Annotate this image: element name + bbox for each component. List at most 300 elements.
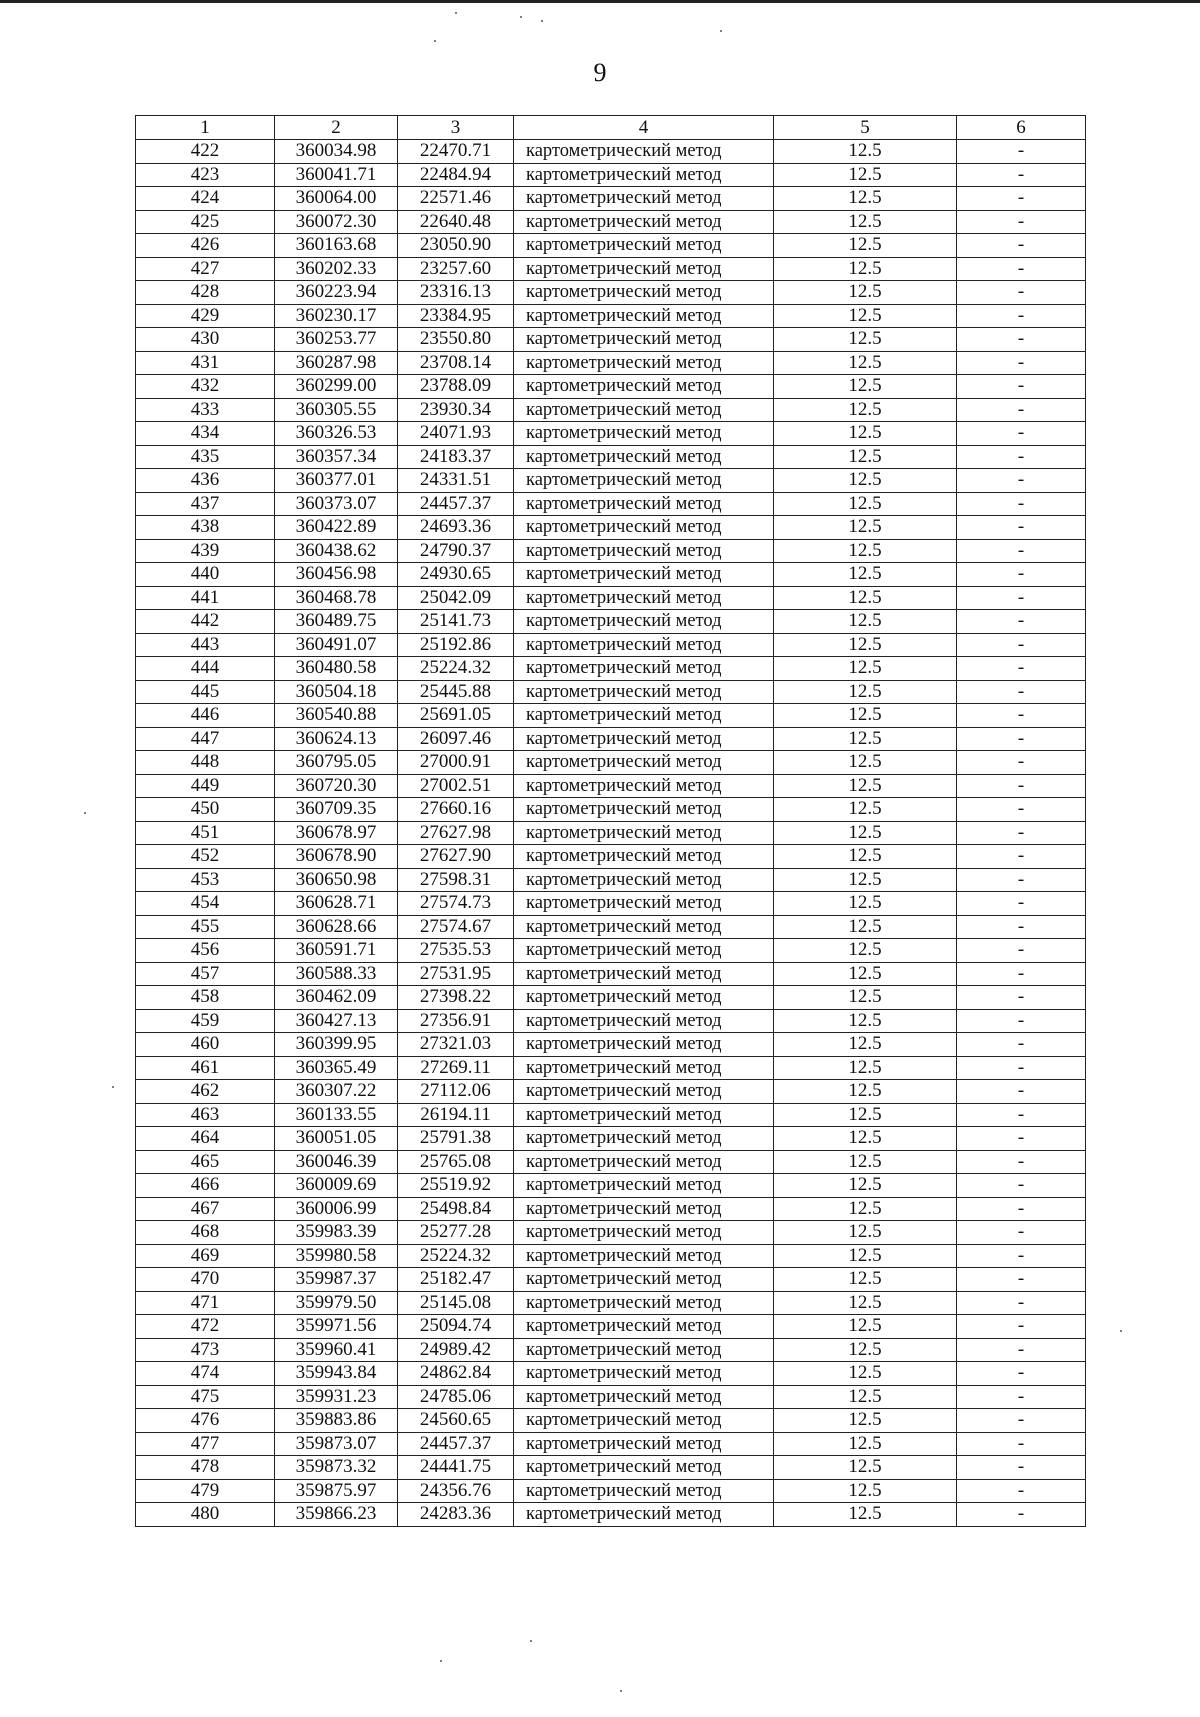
cell-method: картометрический метод	[514, 868, 774, 892]
cell-point-number: 426	[136, 234, 275, 258]
table-row	[136, 1432, 1086, 1456]
cell-method: картометрический метод	[514, 1127, 774, 1151]
cell-y-coordinate: 24785.06	[398, 1385, 514, 1409]
cell-x-coordinate: 360709.35	[275, 798, 398, 822]
cell-precision: 12.5	[774, 304, 957, 328]
cell-precision: 12.5	[774, 516, 957, 540]
cell-y-coordinate: 25765.08	[398, 1150, 514, 1174]
cell-x-coordinate: 359980.58	[275, 1244, 398, 1268]
cell-note: -	[957, 163, 1086, 187]
table-row	[136, 234, 1086, 258]
cell-note: -	[957, 1244, 1086, 1268]
cell-point-number: 480	[136, 1503, 275, 1527]
cell-note: -	[957, 915, 1086, 939]
table-row	[136, 1315, 1086, 1339]
cell-x-coordinate: 359983.39	[275, 1221, 398, 1245]
cell-x-coordinate: 360588.33	[275, 962, 398, 986]
table-row	[136, 469, 1086, 493]
cell-method: картометрический метод	[514, 257, 774, 281]
cell-precision: 12.5	[774, 163, 957, 187]
cell-x-coordinate: 360133.55	[275, 1103, 398, 1127]
cell-x-coordinate: 359987.37	[275, 1268, 398, 1292]
cell-precision: 12.5	[774, 539, 957, 563]
cell-precision: 12.5	[774, 234, 957, 258]
table-row	[136, 375, 1086, 399]
cell-precision: 12.5	[774, 633, 957, 657]
cell-method: картометрический метод	[514, 1150, 774, 1174]
cell-method: картометрический метод	[514, 1009, 774, 1033]
cell-point-number: 450	[136, 798, 275, 822]
cell-point-number: 443	[136, 633, 275, 657]
cell-precision: 12.5	[774, 704, 957, 728]
cell-precision: 12.5	[774, 445, 957, 469]
cell-note: -	[957, 398, 1086, 422]
cell-precision: 12.5	[774, 1456, 957, 1480]
table-row	[136, 1221, 1086, 1245]
cell-precision: 12.5	[774, 422, 957, 446]
cell-note: -	[957, 492, 1086, 516]
cell-x-coordinate: 360399.95	[275, 1033, 398, 1057]
cell-precision: 12.5	[774, 140, 957, 164]
cell-note: -	[957, 821, 1086, 845]
cell-point-number: 473	[136, 1338, 275, 1362]
cell-point-number: 467	[136, 1197, 275, 1221]
cell-method: картометрический метод	[514, 375, 774, 399]
table-row	[136, 915, 1086, 939]
cell-method: картометрический метод	[514, 539, 774, 563]
table-row	[136, 563, 1086, 587]
cell-note: -	[957, 445, 1086, 469]
cell-precision: 12.5	[774, 257, 957, 281]
cell-note: -	[957, 986, 1086, 1010]
cell-y-coordinate: 27627.98	[398, 821, 514, 845]
cell-y-coordinate: 25141.73	[398, 610, 514, 634]
cell-y-coordinate: 23316.13	[398, 281, 514, 305]
cell-method: картометрический метод	[514, 915, 774, 939]
cell-y-coordinate: 27660.16	[398, 798, 514, 822]
cell-method: картометрический метод	[514, 986, 774, 1010]
cell-point-number: 447	[136, 727, 275, 751]
cell-note: -	[957, 657, 1086, 681]
cell-point-number: 465	[136, 1150, 275, 1174]
table-row	[136, 962, 1086, 986]
cell-note: -	[957, 939, 1086, 963]
cell-y-coordinate: 24457.37	[398, 492, 514, 516]
cell-note: -	[957, 1150, 1086, 1174]
cell-y-coordinate: 27002.51	[398, 774, 514, 798]
cell-method: картометрический метод	[514, 140, 774, 164]
cell-point-number: 440	[136, 563, 275, 587]
cell-precision: 12.5	[774, 1080, 957, 1104]
cell-precision: 12.5	[774, 1103, 957, 1127]
cell-x-coordinate: 360540.88	[275, 704, 398, 728]
table-row	[136, 868, 1086, 892]
cell-point-number: 449	[136, 774, 275, 798]
cell-method: картометрический метод	[514, 1338, 774, 1362]
cell-x-coordinate: 359960.41	[275, 1338, 398, 1362]
table-row	[136, 281, 1086, 305]
cell-y-coordinate: 25224.32	[398, 657, 514, 681]
cell-method: картометрический метод	[514, 610, 774, 634]
cell-method: картометрический метод	[514, 1291, 774, 1315]
cell-y-coordinate: 27112.06	[398, 1080, 514, 1104]
cell-note: -	[957, 704, 1086, 728]
cell-y-coordinate: 25182.47	[398, 1268, 514, 1292]
cell-precision: 12.5	[774, 1385, 957, 1409]
table-row	[136, 1503, 1086, 1527]
cell-y-coordinate: 24331.51	[398, 469, 514, 493]
cell-y-coordinate: 25145.08	[398, 1291, 514, 1315]
cell-x-coordinate: 360046.39	[275, 1150, 398, 1174]
cell-method: картометрический метод	[514, 1409, 774, 1433]
cell-method: картометрический метод	[514, 1056, 774, 1080]
page-top-border	[0, 0, 1200, 3]
cell-point-number: 456	[136, 939, 275, 963]
cell-method: картометрический метод	[514, 1244, 774, 1268]
table-row	[136, 140, 1086, 164]
cell-note: -	[957, 1221, 1086, 1245]
cell-y-coordinate: 27356.91	[398, 1009, 514, 1033]
cell-y-coordinate: 24283.36	[398, 1503, 514, 1527]
cell-point-number: 457	[136, 962, 275, 986]
cell-point-number: 477	[136, 1432, 275, 1456]
cell-y-coordinate: 23930.34	[398, 398, 514, 422]
cell-x-coordinate: 360438.62	[275, 539, 398, 563]
cell-x-coordinate: 359866.23	[275, 1503, 398, 1527]
cell-y-coordinate: 25791.38	[398, 1127, 514, 1151]
cell-method: картометрический метод	[514, 1197, 774, 1221]
table-row	[136, 422, 1086, 446]
cell-precision: 12.5	[774, 1174, 957, 1198]
cell-note: -	[957, 892, 1086, 916]
cell-point-number: 444	[136, 657, 275, 681]
cell-y-coordinate: 27574.67	[398, 915, 514, 939]
cell-precision: 12.5	[774, 751, 957, 775]
cell-note: -	[957, 563, 1086, 587]
table-row	[136, 610, 1086, 634]
header-col-6: 6	[957, 116, 1086, 140]
cell-note: -	[957, 1291, 1086, 1315]
cell-method: картометрический метод	[514, 1479, 774, 1503]
cell-note: -	[957, 351, 1086, 375]
cell-precision: 12.5	[774, 1221, 957, 1245]
cell-point-number: 422	[136, 140, 275, 164]
cell-point-number: 423	[136, 163, 275, 187]
cell-method: картометрический метод	[514, 1080, 774, 1104]
cell-point-number: 459	[136, 1009, 275, 1033]
cell-method: картометрический метод	[514, 704, 774, 728]
cell-y-coordinate: 22571.46	[398, 187, 514, 211]
cell-precision: 12.5	[774, 492, 957, 516]
cell-method: картометрический метод	[514, 1362, 774, 1386]
cell-y-coordinate: 25192.86	[398, 633, 514, 657]
cell-y-coordinate: 25094.74	[398, 1315, 514, 1339]
cell-note: -	[957, 469, 1086, 493]
cell-y-coordinate: 25445.88	[398, 680, 514, 704]
cell-precision: 12.5	[774, 892, 957, 916]
cell-precision: 12.5	[774, 798, 957, 822]
cell-precision: 12.5	[774, 375, 957, 399]
cell-method: картометрический метод	[514, 1385, 774, 1409]
cell-method: картометрический метод	[514, 210, 774, 234]
table-row	[136, 1080, 1086, 1104]
cell-method: картометрический метод	[514, 939, 774, 963]
cell-x-coordinate: 359971.56	[275, 1315, 398, 1339]
cell-x-coordinate: 360287.98	[275, 351, 398, 375]
cell-method: картометрический метод	[514, 1033, 774, 1057]
cell-y-coordinate: 23050.90	[398, 234, 514, 258]
cell-precision: 12.5	[774, 1056, 957, 1080]
cell-x-coordinate: 359943.84	[275, 1362, 398, 1386]
table-row	[136, 351, 1086, 375]
table-row	[136, 1456, 1086, 1480]
cell-y-coordinate: 25498.84	[398, 1197, 514, 1221]
cell-point-number: 455	[136, 915, 275, 939]
cell-precision: 12.5	[774, 1197, 957, 1221]
header-col-3: 3	[398, 116, 514, 140]
cell-method: картометрический метод	[514, 163, 774, 187]
table-row	[136, 1009, 1086, 1033]
cell-method: картометрический метод	[514, 1456, 774, 1480]
table-row	[136, 1056, 1086, 1080]
cell-x-coordinate: 360427.13	[275, 1009, 398, 1033]
cell-point-number: 472	[136, 1315, 275, 1339]
cell-method: картометрический метод	[514, 821, 774, 845]
cell-method: картометрический метод	[514, 845, 774, 869]
table-row	[136, 304, 1086, 328]
table-row	[136, 774, 1086, 798]
cell-method: картометрический метод	[514, 328, 774, 352]
cell-x-coordinate: 360650.98	[275, 868, 398, 892]
cell-y-coordinate: 24862.84	[398, 1362, 514, 1386]
cell-note: -	[957, 516, 1086, 540]
cell-y-coordinate: 24183.37	[398, 445, 514, 469]
table-row	[136, 939, 1086, 963]
cell-note: -	[957, 727, 1086, 751]
cell-point-number: 464	[136, 1127, 275, 1151]
cell-note: -	[957, 586, 1086, 610]
cell-method: картометрический метод	[514, 962, 774, 986]
table-row	[136, 187, 1086, 211]
cell-method: картометрический метод	[514, 304, 774, 328]
cell-y-coordinate: 25691.05	[398, 704, 514, 728]
cell-x-coordinate: 360456.98	[275, 563, 398, 587]
cell-x-coordinate: 360357.34	[275, 445, 398, 469]
cell-precision: 12.5	[774, 1009, 957, 1033]
cell-x-coordinate: 359979.50	[275, 1291, 398, 1315]
cell-precision: 12.5	[774, 1315, 957, 1339]
cell-method: картометрический метод	[514, 657, 774, 681]
cell-method: картометрический метод	[514, 1174, 774, 1198]
cell-point-number: 430	[136, 328, 275, 352]
cell-note: -	[957, 868, 1086, 892]
cell-point-number: 445	[136, 680, 275, 704]
cell-precision: 12.5	[774, 680, 957, 704]
cell-note: -	[957, 210, 1086, 234]
cell-x-coordinate: 359873.32	[275, 1456, 398, 1480]
cell-method: картометрический метод	[514, 187, 774, 211]
table-row	[136, 704, 1086, 728]
cell-method: картометрический метод	[514, 1432, 774, 1456]
cell-y-coordinate: 24071.93	[398, 422, 514, 446]
cell-x-coordinate: 360489.75	[275, 610, 398, 634]
cell-x-coordinate: 360223.94	[275, 281, 398, 305]
cell-point-number: 460	[136, 1033, 275, 1057]
cell-note: -	[957, 610, 1086, 634]
cell-x-coordinate: 360468.78	[275, 586, 398, 610]
cell-method: картометрический метод	[514, 1503, 774, 1527]
cell-x-coordinate: 360624.13	[275, 727, 398, 751]
cell-note: -	[957, 1197, 1086, 1221]
cell-precision: 12.5	[774, 1409, 957, 1433]
cell-y-coordinate: 23550.80	[398, 328, 514, 352]
cell-x-coordinate: 359931.23	[275, 1385, 398, 1409]
table-row	[136, 328, 1086, 352]
cell-method: картометрический метод	[514, 774, 774, 798]
cell-y-coordinate: 27000.91	[398, 751, 514, 775]
cell-x-coordinate: 360628.71	[275, 892, 398, 916]
cell-x-coordinate: 360163.68	[275, 234, 398, 258]
cell-note: -	[957, 1409, 1086, 1433]
cell-precision: 12.5	[774, 1338, 957, 1362]
cell-point-number: 439	[136, 539, 275, 563]
cell-precision: 12.5	[774, 610, 957, 634]
cell-precision: 12.5	[774, 1268, 957, 1292]
cell-precision: 12.5	[774, 586, 957, 610]
cell-method: картометрический метод	[514, 727, 774, 751]
cell-method: картометрический метод	[514, 633, 774, 657]
cell-point-number: 451	[136, 821, 275, 845]
cell-note: -	[957, 1503, 1086, 1527]
cell-point-number: 425	[136, 210, 275, 234]
cell-point-number: 468	[136, 1221, 275, 1245]
cell-x-coordinate: 360253.77	[275, 328, 398, 352]
cell-x-coordinate: 360678.97	[275, 821, 398, 845]
cell-precision: 12.5	[774, 469, 957, 493]
cell-x-coordinate: 360365.49	[275, 1056, 398, 1080]
header-col-4: 4	[514, 116, 774, 140]
table-row	[136, 445, 1086, 469]
cell-note: -	[957, 234, 1086, 258]
cell-precision: 12.5	[774, 727, 957, 751]
cell-x-coordinate: 360041.71	[275, 163, 398, 187]
cell-x-coordinate: 360377.01	[275, 469, 398, 493]
cell-precision: 12.5	[774, 563, 957, 587]
header-col-1: 1	[136, 116, 275, 140]
cell-precision: 12.5	[774, 986, 957, 1010]
cell-note: -	[957, 1432, 1086, 1456]
cell-point-number: 474	[136, 1362, 275, 1386]
table-row	[136, 1291, 1086, 1315]
table-row	[136, 1479, 1086, 1503]
cell-note: -	[957, 1479, 1086, 1503]
cell-point-number: 434	[136, 422, 275, 446]
table-row	[136, 1127, 1086, 1151]
table-row	[136, 1174, 1086, 1198]
cell-precision: 12.5	[774, 868, 957, 892]
cell-x-coordinate: 360504.18	[275, 680, 398, 704]
cell-y-coordinate: 23708.14	[398, 351, 514, 375]
cell-note: -	[957, 539, 1086, 563]
cell-x-coordinate: 360202.33	[275, 257, 398, 281]
cell-note: -	[957, 187, 1086, 211]
cell-method: картометрический метод	[514, 798, 774, 822]
table-row	[136, 539, 1086, 563]
cell-x-coordinate: 359875.97	[275, 1479, 398, 1503]
coordinates-table	[135, 115, 1086, 1527]
cell-x-coordinate: 360326.53	[275, 422, 398, 446]
cell-precision: 12.5	[774, 351, 957, 375]
cell-x-coordinate: 360307.22	[275, 1080, 398, 1104]
cell-y-coordinate: 24457.37	[398, 1432, 514, 1456]
cell-y-coordinate: 23384.95	[398, 304, 514, 328]
cell-y-coordinate: 27535.53	[398, 939, 514, 963]
cell-note: -	[957, 633, 1086, 657]
cell-precision: 12.5	[774, 774, 957, 798]
cell-x-coordinate: 360305.55	[275, 398, 398, 422]
cell-precision: 12.5	[774, 1291, 957, 1315]
cell-method: картометрический метод	[514, 398, 774, 422]
cell-precision: 12.5	[774, 657, 957, 681]
table-row	[136, 633, 1086, 657]
cell-point-number: 429	[136, 304, 275, 328]
cell-y-coordinate: 27269.11	[398, 1056, 514, 1080]
cell-precision: 12.5	[774, 1432, 957, 1456]
cell-y-coordinate: 25224.32	[398, 1244, 514, 1268]
cell-precision: 12.5	[774, 281, 957, 305]
cell-note: -	[957, 1056, 1086, 1080]
cell-note: -	[957, 1127, 1086, 1151]
cell-x-coordinate: 360678.90	[275, 845, 398, 869]
header-col-5: 5	[774, 116, 957, 140]
cell-y-coordinate: 25519.92	[398, 1174, 514, 1198]
cell-y-coordinate: 24790.37	[398, 539, 514, 563]
cell-note: -	[957, 680, 1086, 704]
cell-point-number: 453	[136, 868, 275, 892]
cell-method: картометрический метод	[514, 234, 774, 258]
cell-method: картометрический метод	[514, 1103, 774, 1127]
cell-method: картометрический метод	[514, 445, 774, 469]
cell-y-coordinate: 24356.76	[398, 1479, 514, 1503]
cell-note: -	[957, 1009, 1086, 1033]
cell-precision: 12.5	[774, 821, 957, 845]
cell-point-number: 478	[136, 1456, 275, 1480]
cell-method: картометрический метод	[514, 1268, 774, 1292]
cell-x-coordinate: 360034.98	[275, 140, 398, 164]
cell-note: -	[957, 304, 1086, 328]
cell-note: -	[957, 1080, 1086, 1104]
table-row	[136, 492, 1086, 516]
table-row	[136, 1385, 1086, 1409]
table-row	[136, 1268, 1086, 1292]
cell-method: картометрический метод	[514, 586, 774, 610]
cell-point-number: 441	[136, 586, 275, 610]
cell-y-coordinate: 22484.94	[398, 163, 514, 187]
cell-x-coordinate: 360628.66	[275, 915, 398, 939]
cell-point-number: 452	[136, 845, 275, 869]
cell-method: картометрический метод	[514, 1221, 774, 1245]
table-header-row	[136, 116, 1086, 140]
cell-y-coordinate: 26097.46	[398, 727, 514, 751]
cell-x-coordinate: 360795.05	[275, 751, 398, 775]
cell-note: -	[957, 257, 1086, 281]
cell-precision: 12.5	[774, 915, 957, 939]
cell-point-number: 454	[136, 892, 275, 916]
cell-y-coordinate: 22470.71	[398, 140, 514, 164]
cell-y-coordinate: 24441.75	[398, 1456, 514, 1480]
cell-point-number: 442	[136, 610, 275, 634]
cell-precision: 12.5	[774, 1127, 957, 1151]
